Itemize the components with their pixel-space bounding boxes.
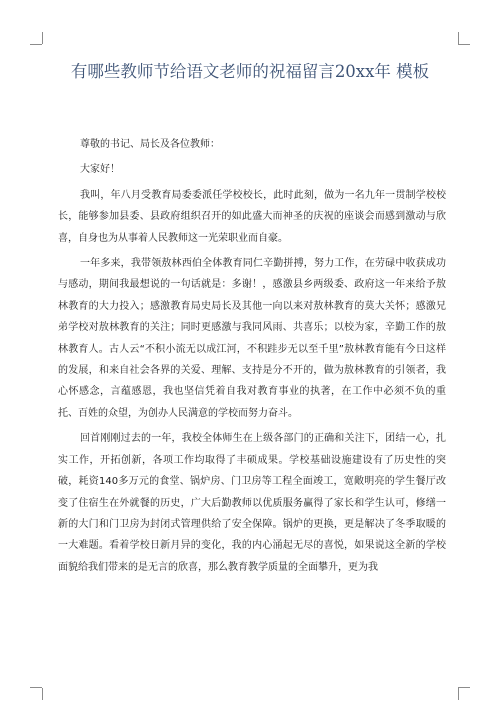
crop-mark-top-right-h [458,44,470,45]
crop-mark-top-left-v [42,32,43,44]
greeting: 大家好！ [80,164,120,176]
salutation: 尊敬的书记、局长及各位教师： [80,139,220,150]
crop-mark-bottom-left-h [30,687,42,688]
document-title: 有哪些教师节给语文老师的祝福留言20xx年 模板 [70,62,430,81]
crop-mark-top-right-v [458,32,459,44]
crop-mark-top-left-h [30,44,42,45]
document-body [58,134,446,582]
crop-mark-bottom-left-v [42,688,43,700]
paragraph-3: 回首刚刚过去的一年，我校全体师生在上级各部门的正确和关注下，团结一心，扎实工作，开拓创新，各项工作均取得了丰硕成果。学校基础设施建设有了历史性的突破，耗资140多万元的食堂、锅炉房、门卫房等工程全面竣工，宽敞明亮的学生餐厅改变了住宿生在外就餐的历史，广大后勤教师以优质服务赢得了家长和学生认可，修缮一新的大门和门卫房为封闭式管理供给了安全保障。锅炉的更换，更是解决了冬季取暖的一大难题。看着学校日新月异的变化，我的内心涌起无尽的喜悦，如果说这全新的学校面貌给我们带来的是无言的欣喜，那么教育教学质量的全面攀升，更为我 [58,433,446,573]
paragraph-2: 一年多来，我带领敖林西伯全体教育同仁辛勤拼搏，努力工作，在劳碌中收获成功与感动，期间我最想说的一句话就是：多谢！，感激县乡两级委、政府这一年来给予敖林教育的大力投入；感激教育局史局长及其他一向以来对敖林教育的莫大关怀；感激兄弟学校对敖林教育的关注；同时更感激与我同风雨、共喜乐；以校为家，辛勤工作的敖林教育人。古人云“不积小流无以成江河，不积跬步无以至千里”敖林教育能有今日这样的发展，和来自社会各界的关爱、理解、支持是分不开的，做为敖林教育的引领者，我心怀感念，言蕴感恩，我也坚信凭着自我对教育事业的执著，在工作中必须不负的重托、百姓的众望，为创办人民满意的学校而努力奋斗。 [58,258,446,419]
crop-mark-bottom-right-v [458,688,459,700]
crop-mark-bottom-right-h [458,687,470,688]
paragraph-1: 我叫，年八月受教育局委委派任学校校长，此时此刻，做为一名九年一贯制学校校长，能够参加县委、县政府组织召开的如此盛大而神圣的庆祝的座谈会而感到激动与欣喜，自身也为从事着人民教师这一光荣职业而自豪。 [58,189,446,244]
